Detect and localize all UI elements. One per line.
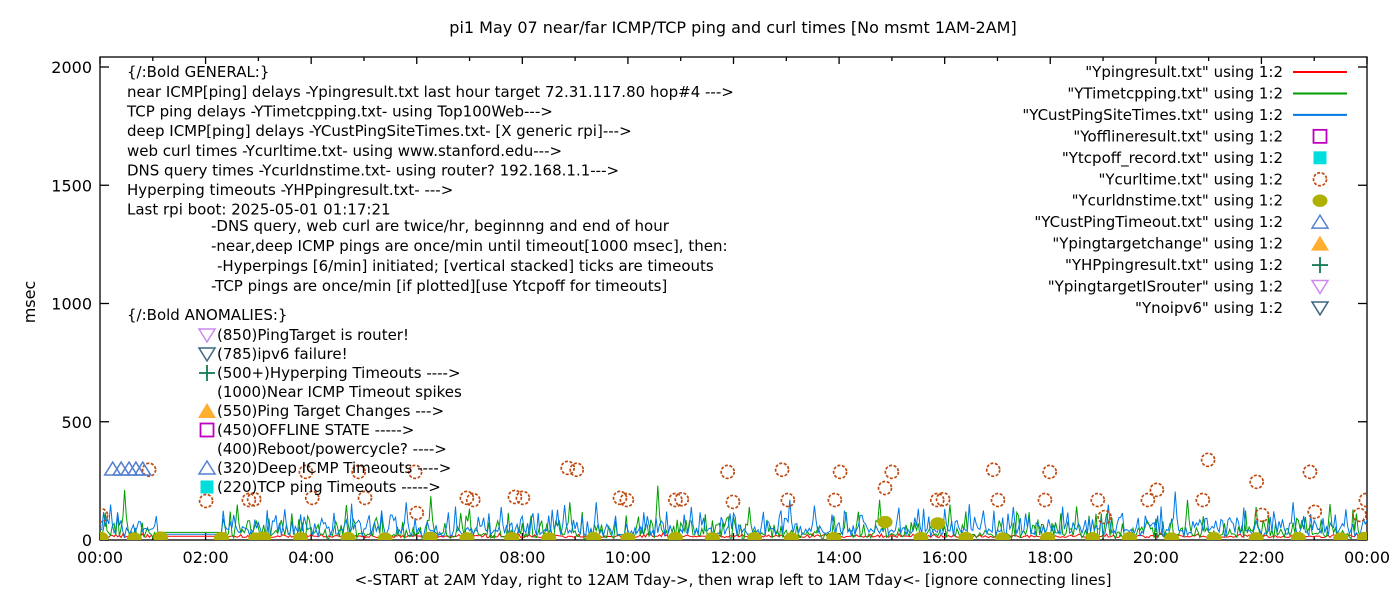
data-point [620, 532, 635, 544]
data-point [1040, 532, 1055, 544]
data-point [913, 532, 928, 544]
data-point [1249, 532, 1264, 544]
x-tick-label: 16:00 [921, 548, 968, 567]
data-point [105, 462, 121, 475]
data-point [153, 531, 168, 543]
legend-label: "Yofflineresult.txt" using 1:2 [1073, 127, 1283, 146]
anomaly-label: (550)Ping Target Changes ---> [217, 402, 445, 420]
data-point [1291, 532, 1306, 544]
data-point [1091, 494, 1104, 507]
data-point [781, 494, 794, 507]
legend-marker [1312, 215, 1328, 228]
data-point [1122, 532, 1137, 544]
anomaly-item [198, 402, 444, 420]
x-tick-label: 10:00 [604, 548, 651, 567]
data-point [516, 491, 529, 504]
data-point [586, 532, 601, 544]
data-point [828, 494, 841, 507]
legend-label: "Ypingresult.txt" using 1:2 [1085, 63, 1283, 81]
data-point [459, 532, 474, 544]
data-point [1085, 532, 1100, 544]
data-point [995, 532, 1010, 544]
legend-marker [1314, 173, 1327, 186]
data-point [1303, 465, 1316, 478]
legend-entry [1072, 192, 1328, 210]
anomaly-label: (1000)Near ICMP Timeout spikes [217, 383, 462, 401]
data-point [378, 532, 393, 544]
general-line: web curl times -Ycurltime.txt- using www.stanford.edu---> [127, 141, 563, 160]
data-point [256, 531, 271, 543]
data-point [570, 463, 583, 476]
legend-label: "Ytcpoff_record.txt" using 1:2 [1061, 148, 1283, 167]
x-tick-label: 14:00 [816, 548, 863, 567]
x-tick-label: 12:00 [710, 548, 757, 567]
anomaly-label: (450)OFFLINE STATE -----> [217, 421, 415, 439]
data-point [508, 490, 521, 503]
legend-label: "YTimetcpping.txt" using 1:2 [1067, 84, 1283, 103]
x-tick-label: 00:00 [1343, 548, 1391, 567]
x-tick-label: 00:00 [76, 548, 124, 567]
annotations [126, 63, 734, 496]
data-point [705, 532, 720, 544]
anomaly-icon-square-open [201, 424, 214, 437]
x-axis-label: <-START at 2AM Yday, right to 12AM Tday->, then wrap left to 1AM Tday<- [ignore connecting lines] [354, 571, 1112, 589]
data-point [747, 532, 762, 544]
data-point [885, 465, 898, 478]
data-point [541, 532, 556, 544]
legend-marker [1313, 195, 1328, 207]
data-point [1353, 508, 1366, 521]
chart-title: pi1 May 07 near/far ICMP/TCP ping and curl times [No msmt 1AM-2AM] [449, 18, 1017, 37]
x-tick-label: 02:00 [182, 548, 229, 567]
general-indented-line: -near,deep ICMP pings are once/min until timeout[1000 msec], then: [211, 237, 728, 255]
anomaly-label: (500+)Hyperping Timeouts ----> [217, 364, 461, 382]
anomaly-item [199, 345, 348, 363]
general-line: Hyperping timeouts -YHPpingresult.txt- ---> [127, 181, 454, 199]
legend-label: "YCustPingTimeout.txt" using 1:2 [1034, 213, 1283, 232]
legend-entry [1073, 127, 1326, 145]
anomaly-item [199, 459, 451, 477]
data-point [991, 494, 1004, 507]
legend-label: "Ynoipv6" using 1:2 [1135, 298, 1283, 317]
data-point [1206, 532, 1221, 544]
legend-label: "YHPpingresult.txt" using 1:2 [1064, 256, 1283, 275]
anomaly-label: (400)Reboot/powercycle? ----> [217, 440, 447, 458]
general-line: TCP ping delays -YTimetcpping.txt- using Top100Web---> [127, 102, 553, 121]
data-point [1196, 494, 1209, 507]
legend-entry [1067, 84, 1347, 102]
general-indented-line: -TCP pings are once/min [if plotted][use Ytcpoff for timeouts] [211, 277, 668, 295]
y-axis-label: msec [20, 280, 39, 324]
legend-label: "Ycurldnstime.txt" using 1:2 [1071, 191, 1283, 210]
data-point [214, 532, 229, 544]
data-point [1164, 532, 1179, 544]
data-point [987, 463, 1000, 476]
general-indented-line: -Hyperpings [6/min] initiated; [vertical stacked] ticks are timeouts [217, 257, 714, 275]
data-point [113, 462, 129, 475]
legend-entry [1098, 170, 1326, 188]
data-point [878, 516, 893, 528]
data-point [293, 532, 308, 544]
general-indented-line: -DNS query, web curl are twice/hr, beginnng and end of hour [211, 217, 669, 235]
legend-entry [1048, 278, 1328, 296]
data-point [784, 532, 799, 544]
data-point [1150, 483, 1163, 496]
data-point [834, 465, 847, 478]
data-point [94, 532, 109, 544]
anomaly-icon-triangle-down-open [199, 348, 215, 361]
data-point [930, 517, 945, 529]
data-point [668, 532, 683, 544]
data-point [410, 507, 423, 520]
legend-marker [1311, 236, 1329, 251]
x-tick-label: 04:00 [288, 548, 335, 567]
data-point [127, 532, 142, 544]
data-point [879, 481, 892, 494]
anomaly-item [201, 421, 415, 439]
data-point [422, 532, 437, 544]
anomaly-icon-square-filled [201, 481, 214, 494]
anomaly-item [199, 326, 409, 344]
general-line: near ICMP[ping] delays -Ypingresult.txt last hour target 72.31.117.80 hop#4 ---> [127, 83, 734, 101]
data-point [1250, 475, 1263, 488]
y-tick-label: 0 [81, 531, 92, 550]
general-header: {/:Bold GENERAL:} [127, 63, 270, 81]
anomaly-item [217, 383, 462, 401]
legend-marker [1312, 302, 1328, 315]
data-point [1359, 494, 1372, 507]
legend-entry [1085, 63, 1347, 81]
x-tick-label: 22:00 [1238, 548, 1285, 567]
data-point [341, 532, 356, 544]
legend-entry [1062, 149, 1327, 168]
data-point [1038, 494, 1051, 507]
data-point [726, 495, 739, 508]
general-line: Last rpi boot: 2025-05-01 01:17:21 [127, 200, 391, 219]
series-line-ycustpingsitetimes-txt [100, 492, 1367, 537]
legend-entry [1135, 299, 1328, 317]
legend-entry [1022, 106, 1347, 124]
legend-marker [1314, 151, 1327, 164]
general-line: deep ICMP[ping] delays -YCustPingSiteTimes.txt- [X generic rpi]---> [127, 122, 632, 141]
data-point [200, 494, 213, 507]
legend-entry [1065, 256, 1328, 274]
x-tick-label: 18:00 [1027, 548, 1074, 567]
legend-entry [1052, 235, 1329, 253]
anomaly-icon-triangle-down-open [199, 329, 215, 342]
data-point [776, 463, 789, 476]
legend-entry [1034, 213, 1328, 231]
anomaly-label: (320)Deep ICMP Timeouts ----> [217, 459, 452, 477]
anomalies-header: {/:Bold ANOMALIES:} [127, 306, 288, 324]
y-tick-label: 1500 [51, 176, 92, 196]
anomaly-label: (220)TCP ping Timeouts -----> [217, 478, 441, 496]
anomaly-icon-triangle-filled [198, 403, 216, 418]
data-point [1308, 505, 1321, 518]
data-point [504, 532, 519, 544]
data-point [826, 532, 841, 544]
data-point [561, 461, 574, 474]
anomaly-icon-triangle-open [199, 461, 215, 474]
x-tick-label: 08:00 [499, 548, 546, 567]
legend-marker [1312, 281, 1328, 294]
legend-label: "YCustPingSiteTimes.txt" using 1:2 [1022, 105, 1283, 124]
y-tick-label: 500 [61, 412, 92, 432]
legend-label: "Ycurltime.txt" using 1:2 [1098, 170, 1283, 189]
y-tick-label: 2000 [51, 58, 92, 77]
data-point [1333, 532, 1348, 544]
x-tick-label: 06:00 [393, 548, 440, 567]
x-tick-label: 20:00 [1132, 548, 1179, 567]
legend-label: "Ypingtargetchange" using 1:2 [1052, 234, 1283, 253]
data-point [721, 465, 734, 478]
data-point [1202, 453, 1215, 466]
anomaly-item [199, 364, 461, 382]
legend [1022, 63, 1347, 317]
anomaly-item [201, 478, 441, 496]
data-point [1043, 465, 1056, 478]
anomaly-label: (850)PingTarget is router! [217, 326, 409, 344]
anomaly-label: (785)ipv6 failure! [217, 345, 348, 363]
data-point [958, 532, 973, 544]
anomaly-item [217, 440, 447, 458]
legend-label: "YpingtargetISrouter" using 1:2 [1047, 277, 1283, 296]
general-line: DNS query times -Ycurldnstime.txt- using router? 192.168.1.1---> [127, 161, 620, 180]
data-point [1357, 532, 1372, 544]
y-tick-label: 1000 [51, 294, 92, 314]
legend-marker [1314, 130, 1327, 143]
